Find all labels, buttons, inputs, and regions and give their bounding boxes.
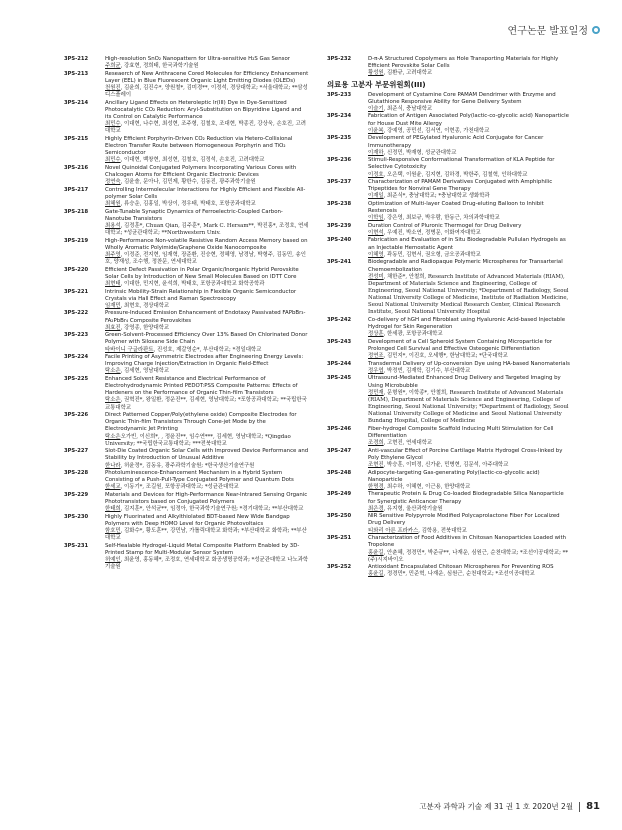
- entry-title: Stimuli-Responsive Conformational Transformation of KLA Peptide for Selective Cytotoxicity: [368, 157, 555, 171]
- entry-authors: , 김화수*, 황도훈**, 강민남, 가톨릭대학교 화학과; *부산대학교 화학과; **부산대학교: [105, 528, 307, 542]
- entry-title: Gate-Tunable Synaptic Dynamics of Ferroelectric-Coupled Carbon-Nanotube Transistors: [105, 208, 283, 222]
- entry-authors: , 정경민*, 민준혁, 나재운, 심원근, 순천대학교; *조선이공대학교: [383, 571, 535, 578]
- abstract-entry: [64, 289, 309, 310]
- entry-code: 3PS-247: [327, 447, 352, 454]
- abstract-entry: [64, 376, 309, 412]
- entry-authors-line: [368, 331, 572, 338]
- page-header: [508, 22, 600, 37]
- entry-code: 3PS-236: [327, 157, 352, 164]
- entry-authors-line: [105, 368, 309, 375]
- entry-code: 3PS-243: [327, 338, 352, 345]
- abstract-entry: [64, 267, 309, 288]
- entry-authors-line: [105, 223, 309, 237]
- entry-code: 3PS-212: [64, 56, 89, 62]
- entry-code: 3PS-242: [327, 316, 352, 323]
- entry-presenter: 최민수: [105, 157, 121, 164]
- abstract-entry: [64, 543, 309, 572]
- entry-presenter: 최혜원: [105, 201, 121, 208]
- abstract-entry: [327, 470, 572, 491]
- entry-authors-line: [105, 484, 309, 491]
- entry-authors-line: [105, 252, 309, 266]
- entry-title: Reseaerch of New Anthracene Cored Molecules for Efficiency Enhancement Layer (EEL) in Blue Fluorescent Organic Light Emitting Diodes (OLEDs): [105, 70, 309, 84]
- entry-title: Therapeutic Protein & Drug Co-loaded Biodegradable Silica Nanoparticle for Synergistic Anticancer Therapy: [368, 491, 564, 505]
- entry-title: Highly Fluorinated and Alkylthiolated BDT-based New Wide Bandgap Polymers with Deep HOMO Level for Organic Photovoltaics: [105, 513, 290, 528]
- circle-bullet-icon: [592, 26, 600, 34]
- entry-title: Duration Control of Pluronic Thermogel for Drug Delivery: [368, 222, 522, 229]
- entry-title: Materials and Devices for High-Performance Near-Intrared Sensing Organic Phototransistors based on Conjugated Polymers: [105, 492, 308, 506]
- entry-authors-line: [368, 128, 572, 135]
- header-title: 연구논문 발표일정: [507, 26, 588, 37]
- left-column: [64, 56, 309, 572]
- entry-authors: , 강효현, 정희태, 한국과학기술원: [120, 63, 199, 70]
- entry-code: 3PS-231: [64, 542, 89, 549]
- abstract-entry: [64, 448, 309, 469]
- abstract-entry: [327, 223, 572, 237]
- entry-authors-line: [105, 201, 309, 208]
- entry-presenter: 최현태: [105, 280, 121, 287]
- entry-authors: , 이대현, 백창현, 최성현, 김철호, 김정석, 손호진, 고려대학교: [120, 157, 265, 164]
- entry-presenter: 이윤복: [368, 127, 384, 134]
- page-number: 81: [586, 801, 600, 812]
- entry-authors-line: [368, 230, 572, 237]
- entry-title: Biodegradable and Radiopaque Polymeric Microspheres for Transarterial Chemoembolization: [368, 259, 563, 273]
- entry-authors-line: [105, 303, 309, 310]
- entry-code: 3PS-244: [327, 360, 352, 367]
- entry-authors: , 이정준, 전지현, 임재혁, 장준환, 진승현, 정혜영, 남경남, 박형주, 김동민, 송인호, 양재성, 조수행, 정찬문, 연세대학교: [105, 251, 306, 266]
- entry-authors: , 박정빈, 김재학, 김기수, 부산대학교: [383, 367, 471, 374]
- abstract-entry: [327, 448, 572, 469]
- footer-journal: 고분자 과학과 기술 제 31 권 1 호 2020년 2월: [419, 802, 574, 811]
- entry-title: Slot-Die Coated Organic Solar Cells with Improved Device Performance and Stability by Introduction of Unusual Additive: [105, 448, 309, 462]
- entry-code: 3PS-241: [327, 259, 352, 266]
- entry-code: 3PS-227: [64, 448, 89, 455]
- entry-authors: , 유지형, 울산과학기술원: [383, 505, 443, 512]
- entry-title: Highly Efficient Porphyrin-Driven CO₂ Reduction via Hetero-Collisional Electron Transfer Route between Homogeneous Porphyrin and TiO₂ Semiconductor: [105, 135, 293, 157]
- entry-code: 3PS-219: [64, 237, 89, 244]
- entry-authors: , 곽동민, 김현서, 권오형, 금오공과대학교: [383, 251, 481, 258]
- entry-authors: , 박승훈, 이미정, 신가윤, 민병현, 김문석, 아주대학교: [383, 462, 509, 469]
- entry-presenter: 최효진: [105, 324, 121, 331]
- entry-title: Fabrication of Antigen Associated Poly(lactic-co-glycolic acid) Nanoparticle for House Dust Mite Allergy: [368, 113, 569, 127]
- entry-authors: , 강영종, 한양대학교: [120, 324, 170, 331]
- entry-code: 3PS-235: [327, 135, 352, 142]
- entry-presenter: 티와리 아른 프라카스: [368, 527, 419, 534]
- entry-authors: , 강은영, 최보규, 박우람, 한동근, 차의과학대학교: [383, 215, 500, 222]
- entry-code: 3PS-249: [327, 491, 352, 498]
- entry-authors: , 김윤솔, 문아나, 김민제, 황한수, 김동진, 광주과학기술원: [120, 179, 256, 186]
- entry-presenter: 정우엽: [368, 367, 384, 374]
- entry-title: Enhanced Solvent Resistance and Electrical Performance of Electrohydrodynamic Printed PEDOT:PSS Composite Patterns: Effects of Hardeners on the Performance of Organic Thin-film Transistors: [105, 375, 298, 397]
- entry-authors: , 안춘혜, 정경민*, 박준규**, 나재운, 심원근, 순천대학교; *조선이공대학교; **(주)시지바이오: [368, 549, 569, 563]
- entry-title: Adipocyte-targeting Gas-generating Poly(lactic-co-glycolic acid) Nanoparticle: [368, 469, 540, 483]
- entry-authors: 오가빈, 이신희*, , 정윤진**, 임수연***, 김세현, 영남대학교; *Qingdao University; **국립한국교통대학교; ***전북대학교: [105, 433, 291, 447]
- entry-authors-line: [368, 252, 572, 259]
- entry-authors: , 김환규, 고려대학교: [383, 70, 433, 77]
- entry-code: 3PS-250: [327, 513, 352, 520]
- right-column: [327, 56, 572, 579]
- entry-code: 3PS-232: [327, 56, 352, 62]
- entry-title: Characterization of Food Additives in Chitosan Nanoparticles Loaded with Tropolone: [368, 535, 567, 549]
- abstract-entry: [327, 113, 572, 134]
- entry-authors-line: [368, 193, 572, 200]
- entry-authors: , 채한준*, 안철희, Research Institute of Advanced Materials (RIAM), Department of Materials Science and Engineering, College of Engineering, Seoul National University; *Department of Radiology, Seoul National University College of Medicine, Institute of Radiation Medicine, Seoul National University Medical Research Center, Clinical Research Institute, Seoul National University Hospital: [368, 273, 569, 316]
- entry-code: 3PS-248: [327, 469, 352, 476]
- entry-presenter: 한세교: [105, 484, 121, 491]
- entry-authors-line: [105, 121, 309, 135]
- entry-authors: , 김민지*, 이진호, 오세행*, 한남대학교; *단국대학교: [383, 353, 508, 360]
- entry-code: 3PS-245: [327, 375, 352, 382]
- entry-presenter: 탁소은: [105, 433, 121, 440]
- entry-authors-line: [105, 325, 309, 332]
- entry-code: 3PS-237: [327, 179, 352, 186]
- entry-code: 3PS-252: [327, 564, 352, 571]
- abstract-entry: [64, 71, 309, 100]
- entry-code: 3PS-223: [64, 332, 89, 339]
- entry-presenter: 천원진: [105, 85, 121, 92]
- abstract-entry: [327, 135, 572, 156]
- abstract-entry: [64, 165, 309, 186]
- entry-authors-line: [368, 215, 572, 222]
- entry-presenter: 이재일: [368, 193, 384, 200]
- entry-code: 3PS-246: [327, 425, 352, 432]
- entry-title: Optimization of Multi-layer Coated Drug-eluting Balloon to Inhibit Restenosis: [368, 200, 544, 215]
- entry-presenter: 이정호: [368, 171, 384, 178]
- entry-authors-line: [105, 179, 309, 186]
- entry-code: 3PS-220: [64, 266, 89, 273]
- entry-title: Ancillary Ligand Effects on Heteroleptic Ir(III) Dye in Dye-Sensitized Photocatalytic CO₂ Reduction: Aryl-Substitution on Bipyridine Ligand and its Control on Catalytic Performance: [105, 99, 302, 121]
- entry-title: Green-Solvent-Processed Efficiency Over 13% Based On Chlorinated Donor Polymer with Siloxane Side Chain: [105, 332, 308, 346]
- entry-presenter: 황성원: [368, 70, 384, 77]
- entry-authors-line: [105, 463, 309, 470]
- entry-presenter: 주희균: [105, 63, 121, 70]
- abstract-entry: [64, 238, 309, 267]
- entry-authors-line: [105, 434, 309, 448]
- entry-title: Photoluminescence-Enhancement Mechanism in a Hybrid System Consisting of a Push-Pull-Type Conjugated Polymer and Quantum Dots: [105, 470, 294, 484]
- abstract-entry: [327, 201, 572, 222]
- abstract-entry: [64, 354, 309, 375]
- entry-presenter: 한나라: [105, 462, 121, 469]
- entry-authors: , 최수하, 이혜현, 이근용, 한양대학교: [383, 483, 471, 490]
- entry-authors-line: [105, 281, 309, 288]
- entry-title: Controlling Intermolecular Interactions for Highly Efficient and Flexible All-polymer Solar Cells: [105, 186, 306, 200]
- entry-authors-line: [105, 397, 309, 411]
- entry-authors-line: [368, 353, 572, 360]
- entry-authors-line: [105, 157, 309, 164]
- entry-presenter: 임재민: [105, 302, 121, 309]
- abstract-entry: [327, 339, 572, 360]
- abstract-entry: [327, 513, 572, 534]
- entry-title: Development of Cystamine Core PAMAM Dendrimer with Enzyme and Glutathione Responsive Ability for Gene Delivery System: [368, 91, 556, 105]
- entry-code: 3PS-240: [327, 237, 352, 244]
- entry-presenter: 최주영: [105, 251, 121, 258]
- entry-presenter: 탁소은: [105, 397, 121, 404]
- abstract-entry: [64, 492, 309, 513]
- entry-code: 3PS-224: [64, 354, 89, 361]
- abstract-entry: [327, 56, 572, 77]
- entry-authors: , 강예영, 공민선, 김서연, 이현종, 가천대학교: [383, 127, 490, 134]
- entry-code: 3PS-234: [327, 113, 352, 120]
- entry-title: Anti-vascular Effect of Porcine Cartilage Matrix Hydrogel Cross-linked by Poly Ethylene Glycol: [368, 447, 563, 461]
- abstract-entry: [327, 535, 572, 564]
- abstract-entry: [327, 426, 572, 447]
- entry-authors-line: [368, 150, 572, 157]
- entry-title: Co-delivery of hGH and Fibroblast using Hyaluronic Acid-based Injectable Hydrogel for Skin Regeneration: [368, 316, 566, 331]
- entry-authors-line: [368, 506, 572, 513]
- abstract-entry: [64, 310, 309, 331]
- entry-title: Transdermal Delivery of Up-conversion Dye using HA-based Nanomaterials: [368, 360, 570, 367]
- entry-code: 3PS-238: [327, 200, 352, 207]
- entry-presenter: 타바이니 구글라판트: [105, 346, 154, 353]
- entry-presenter: 한명경: [368, 483, 384, 490]
- entry-code: 3PS-228: [64, 470, 89, 477]
- entry-presenter: 이재하: [368, 149, 384, 156]
- entry-presenter: 이학임: [368, 215, 384, 222]
- entry-title: Fiber-hydrogel Composite Scaffold Inducing Multi Stimulation for Cell Differentiation: [368, 425, 554, 440]
- entry-title: Ultrasound-Mediated Enhanced Drug Delivery and Targeted Imaging by Using Microbubble: [368, 375, 561, 389]
- entry-code: 3PS-217: [64, 186, 89, 193]
- entry-code: 3PS-251: [327, 535, 352, 542]
- abstract-entry: [327, 361, 572, 375]
- entry-authors: , 최윤영, 홍동혜*, 조정호, 연세대학교 화공생명공학과; *성균관대학교 나노과학기술원: [105, 557, 309, 571]
- entry-authors-line: [368, 70, 572, 77]
- entry-authors: , 김세현, 영남대학교: [120, 368, 170, 375]
- entry-code: 3PS-221: [64, 288, 89, 295]
- entry-title: High-Performance Non-volatile Resistive Random Access Memory based on Wholly Aromatic Polyimide/Graphene Oxide Nanocomposite: [105, 237, 308, 251]
- entry-authors-line: [105, 506, 309, 513]
- entry-code: 3PS-216: [64, 164, 89, 171]
- entry-presenter: 정민재: [368, 389, 384, 396]
- entry-presenter: 정연숙: [105, 179, 121, 186]
- entry-authors-line: [368, 571, 572, 578]
- entry-title: Antioxidant Encapsulated Chitosan Microspheres For Preventing ROS: [368, 564, 554, 571]
- entry-presenter: 조경희: [368, 440, 384, 447]
- abstract-entry: [64, 136, 309, 165]
- abstract-entry: [64, 187, 309, 208]
- entry-authors-line: [105, 347, 309, 354]
- entry-presenter: 최은경: [368, 505, 384, 512]
- entry-authors-line: [368, 106, 572, 113]
- entry-title: Facile Printing of Asymmetric Electrodes after Engineering Energy Levels: Improving Charge Injection/Extraction in Organic Field-Effect: [105, 354, 304, 368]
- entry-presenter: 이혜영: [368, 251, 384, 258]
- page-footer: [419, 801, 600, 812]
- entry-code: 3PS-225: [64, 375, 89, 382]
- entry-presenter: 최용석: [105, 222, 121, 229]
- footer-divider: [579, 802, 580, 812]
- abstract-entry: [327, 375, 572, 425]
- abstract-entry: [327, 259, 572, 316]
- entry-code: 3PS-233: [327, 91, 352, 98]
- entry-title: NIR Sensitive Polypyrrole Modified Polycaprolactone Fiber For Localized Drug Delivery: [368, 513, 560, 527]
- entry-presenter: 정상훈: [368, 331, 384, 338]
- abstract-entry: [64, 209, 309, 238]
- entry-code: 3PS-215: [64, 135, 89, 142]
- abstract-entry: [327, 491, 572, 512]
- entry-authors: , 이대한, 민지현, 윤석희, 박태호, 포항공과대학교 화학공학과: [120, 280, 265, 287]
- entry-authors: , 권혁진*, 왕일환, 정운진**, 김세현, 영남대학교; *포항공과대학교; **국립한국교통대학교: [105, 397, 307, 411]
- entry-authors-line: [368, 484, 572, 491]
- entry-authors: , 김학용, 전북대학교: [418, 527, 467, 534]
- entry-authors: , 김정훈*, Chuan Qian, 김주훈*, Mark C. Hersam**, 박진홍*, 조정호, 연세대학교; *성균관대학교; **Northwestern Univ.: [105, 222, 309, 237]
- entry-code: 3PS-222: [64, 310, 89, 317]
- abstract-entry: [64, 470, 309, 491]
- abstract-entry: [327, 179, 572, 200]
- entry-code: 3PS-218: [64, 208, 89, 215]
- section-title: 의료용 고분자 부문위원회(III): [327, 80, 426, 90]
- entry-presenter: 탁소은: [105, 368, 121, 375]
- entry-presenter: 함호민: [105, 528, 121, 535]
- entry-title: High-resolution SnO₂ Nanopattern for Ultra-sensitive H₂S Gas Sensor: [105, 56, 290, 62]
- entry-authors: , 신정민, 박재형, 성균관대학교: [383, 149, 457, 156]
- entry-presenter: 허예인: [105, 557, 121, 564]
- entry-presenter: 최민수: [105, 121, 121, 128]
- entry-authors: , 김윤희, 김진수*, 양원철*, 김미경**, 이정석, 경상대학교; *서울대학교; **삼성디스플레이: [105, 85, 308, 99]
- entry-authors: , 최준식*, 충남대학교; *충남대학교 생화학과: [383, 193, 490, 200]
- entry-title: Development of a Cell Spheroid System Containing Microparticle for Prolonged Cell Survival and Effective Osteogenic Differentiation: [368, 338, 552, 352]
- entry-title: Intrinsic Mobility-Strain Relationship in Flexible Organic Semiconductor Crystals via Hall Effect and Raman Spectroscopy: [105, 288, 297, 302]
- entry-authors: , 이동기*, 조길원, 포항공과대학교; *성균관대학교: [120, 484, 239, 491]
- entry-authors-line: [368, 172, 572, 179]
- entry-title: Efficient Defect Passivation in Polar Organic/Inorganic Hybrid Perovskite Solar Cells by Introduction of New Small Molecules Based on IDTT Core: [105, 266, 299, 280]
- entry-authors: , 류승운, 김홍일, 박상이, 정우태, 박태호, 포항공과대학교: [120, 201, 256, 208]
- entry-title: Fabrication and Evaluation of in Situ Biodegradable Pullulan Hydrogels as an Injectable Hemostatic Agent: [368, 237, 566, 251]
- entry-authors: , 문형원*, 이학종*, 안철희, Research Institute of Advanced Materials (RIAM), Department of Materials Science and Engineering, College of Engineering, Seoul National University; *Department of Radiology, Seoul National University College of Medicine and Seoul National University Bundang Hospital, College of Medicine: [368, 389, 569, 425]
- entry-authors-line: [368, 528, 572, 535]
- entry-title: Development of PEGylated Hyaluronic Acid Conjugate for Cancer Immunotherapy: [368, 135, 544, 149]
- entry-authors: , 이대현, 나수현, 최성현, 조주형, 김철호, 조대현, 박종진, 강상욱, 손호진, 고려대학교: [105, 121, 306, 135]
- entry-authors: , 진성호, 제갈영순*, 부산대학교; *경일대학교: [153, 346, 262, 353]
- entry-authors-line: [368, 550, 572, 564]
- entry-title: Direct Patterned Copper/Poly(ethylene oxide) Composite Electrodes for Organic Thin-film Transistors Through Cone-jet Mode by the Electrodynamic Jet Printing: [105, 412, 297, 433]
- entry-authors-line: [105, 63, 309, 70]
- abstract-entry: [64, 56, 309, 70]
- entry-code: 3PS-226: [64, 412, 89, 419]
- entry-authors-line: [368, 440, 572, 447]
- entry-title: D-π-A Structured Copolymers as Hole Transporting Materials for Highly Efficient Perovskite Solar Cells: [368, 56, 559, 70]
- entry-presenter: 이현석: [368, 229, 384, 236]
- entry-presenter: 홍윤길: [368, 571, 384, 578]
- entry-authors-line: [368, 274, 572, 317]
- entry-code: 3PS-239: [327, 222, 352, 229]
- entry-authors: , 김지훈*, 안석균**, 임정아, 한국과학기술연구원; *경기대학교; **부산대학교: [120, 506, 304, 513]
- abstract-entry: [327, 564, 572, 578]
- entry-authors: , 오은택, 이원윤, 김지현, 김하경, 박한주, 김철혁, 인하대학교: [383, 171, 528, 178]
- abstract-entry: [64, 332, 309, 353]
- abstract-entry: [327, 237, 572, 258]
- entry-authors-line: [105, 557, 309, 571]
- abstract-entry: [327, 92, 572, 113]
- entry-code: 3PS-230: [64, 513, 89, 520]
- entry-title: Characterization of PAMAM Derivatives Conjugated with Amphiphilic Tripeptides for Nonviral Gene Therapy: [368, 179, 553, 193]
- entry-code: 3PS-229: [64, 492, 89, 499]
- entry-authors: , 최준식, 충남대학교: [383, 105, 433, 112]
- entry-presenter: 조현진: [368, 462, 384, 469]
- entry-authors-line: [368, 462, 572, 469]
- entry-presenter: 정연조: [368, 353, 384, 360]
- entry-authors-line: [368, 368, 572, 375]
- entry-authors-line: [368, 390, 572, 426]
- entry-authors-line: [105, 528, 309, 542]
- abstract-entry: [327, 157, 572, 178]
- entry-title: Pressure-Induced Emission Enhancement of Endotaxy Passivated FAPbBr₃-FA₂PbBr₄ Composite Perovskites: [105, 310, 306, 324]
- entry-authors: , 한세광, 포항공과대학교: [383, 331, 443, 338]
- entry-authors-line: [105, 85, 309, 99]
- entry-title: Novel Quinoidal Conjugated Polymers Incorporating Various Cores with Chalcogen Atoms for Efficient Organic Electronic Devices: [105, 164, 297, 179]
- abstract-entry: [64, 412, 309, 448]
- abstract-entry: [327, 317, 572, 338]
- abstract-entry: [64, 100, 309, 136]
- entry-authors: , 최현호, 경상대학교: [120, 302, 170, 309]
- abstract-entry: [64, 514, 309, 543]
- entry-presenter: 홍윤길: [368, 549, 384, 556]
- entry-authors: , 허윤정*, 김동유, 광주과학기술원; *한국생산기술연구원: [120, 462, 255, 469]
- entry-code: 3PS-213: [64, 70, 89, 77]
- entry-presenter: 전성미: [368, 273, 384, 280]
- entry-authors: , 고현진, 연세대학교: [383, 440, 433, 447]
- entry-presenter: 한태희: [105, 506, 121, 513]
- entry-code: 3PS-214: [64, 99, 89, 106]
- entry-title: Self-Healable Hydrogel-Liquid Metal Composite Platform Enabled by 3D-Printed Stamp for Multi-Modular Sensor System: [105, 542, 300, 557]
- entry-presenter: 이슬기: [368, 105, 384, 112]
- entry-authors: , 우예진, 박소연, 정병문, 이화여자대학교: [383, 229, 481, 236]
